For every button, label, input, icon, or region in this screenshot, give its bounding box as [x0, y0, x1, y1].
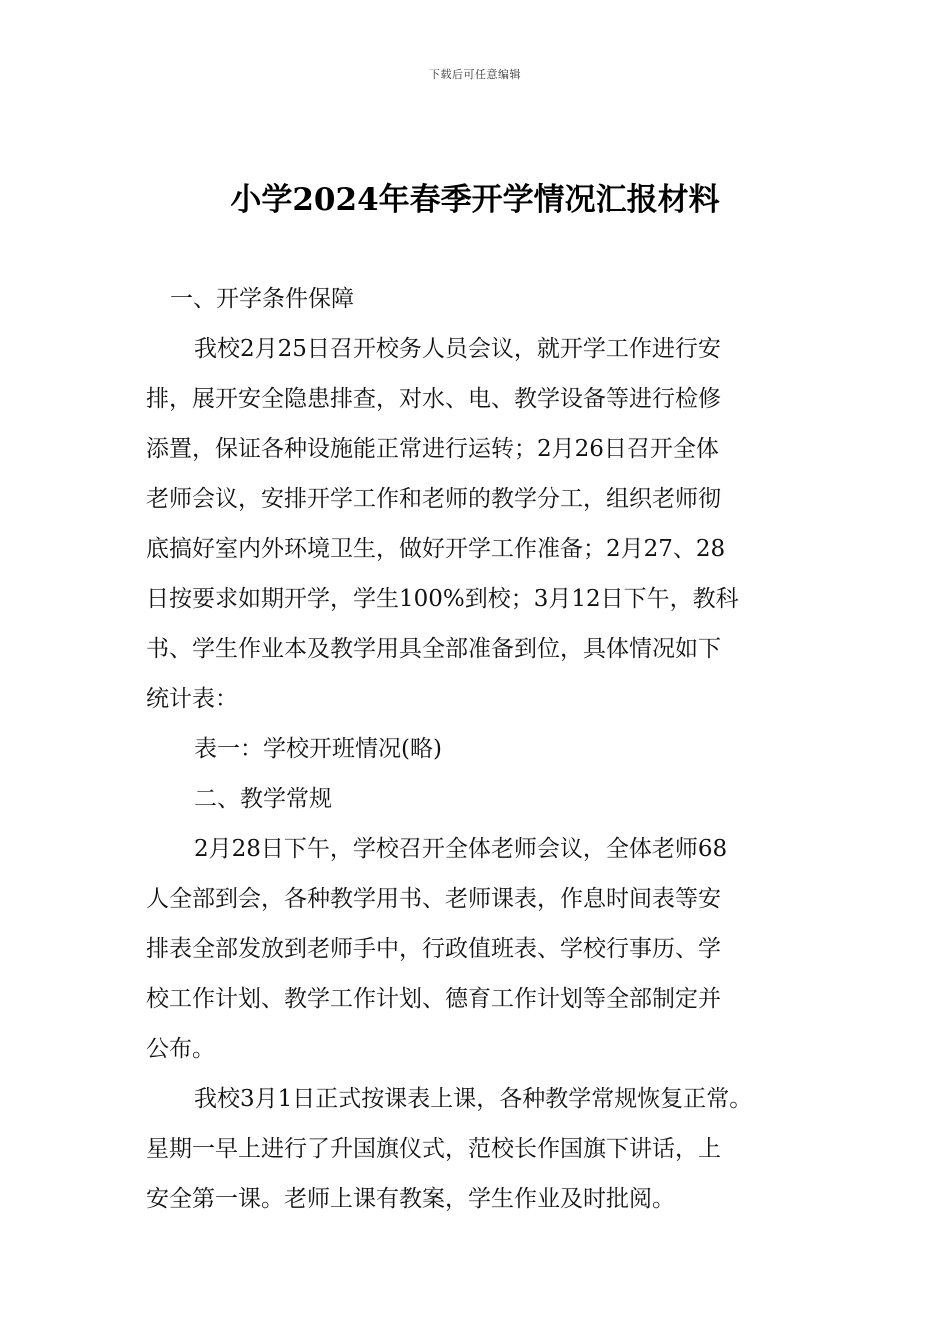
paragraph-3-line-2: 星期一早上进行了升国旗仪式，范校长作国旗下讲话，上 — [146, 1136, 721, 1162]
paragraph-2-line-4: 校工作计划、教学工作计划、德育工作计划等全部制定并 — [146, 986, 721, 1012]
paragraph-1-line-8: 统计表： — [146, 686, 238, 712]
section-heading-1: 一、开学条件保障 — [170, 286, 354, 312]
paragraph-1-line-6: 日按要求如期开学，学生100%到校；3月12日下午，教科 — [146, 586, 739, 612]
paragraph-2-line-2: 人全部到会，各种教学用书、老师课表，作息时间表等安 — [146, 886, 721, 912]
section-heading-2: 二、教学常规 — [194, 786, 332, 812]
paragraph-2-line-1: 2月28日下午，学校召开全体老师会议，全体老师68 — [194, 836, 728, 862]
download-note: 下载后可任意编辑 — [429, 68, 521, 81]
paragraph-1-line-2: 排，展开安全隐患排查，对水、电、教学设备等进行检修 — [146, 386, 721, 412]
paragraph-2-line-3: 排表全部发放到老师手中，行政值班表、学校行事历、学 — [146, 936, 721, 962]
paragraph-1-line-5: 底搞好室内外环境卫生，做好开学工作准备；2月27、28 — [146, 536, 726, 562]
paragraph-1-line-1: 我校2月25日召开校务人员会议，就开学工作进行安 — [194, 336, 721, 362]
document-title: 小学2024年春季开学情况汇报材料 — [230, 182, 720, 218]
table-reference: 表一：学校开班情况(略) — [194, 736, 442, 762]
paragraph-1-line-4: 老师会议，安排开学工作和老师的教学分工，组织老师彻 — [146, 486, 721, 512]
paragraph-2-line-5: 公布。 — [146, 1036, 215, 1062]
paragraph-3-line-1: 我校3月1日正式按课表上课，各种教学常规恢复正常。 — [194, 1086, 753, 1112]
paragraph-1-line-3: 添置，保证各种设施能正常进行运转；2月26日召开全体 — [146, 436, 719, 462]
paragraph-1-line-7: 书、学生作业本及教学用具全部准备到位，具体情况如下 — [146, 636, 721, 662]
paragraph-3-line-3: 安全第一课。老师上课有教案，学生作业及时批阅。 — [146, 1186, 675, 1212]
